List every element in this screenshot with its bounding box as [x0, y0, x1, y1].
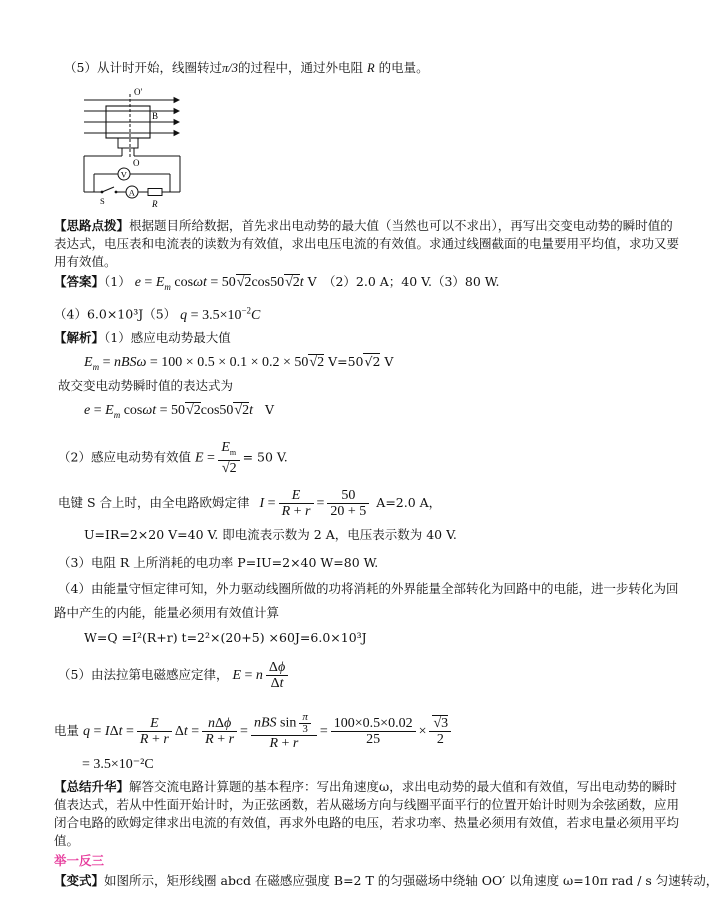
charge-calc: 电量 q = IΔt = $\frac{E}{R + r}$ Δt = $\frac{\text{nΔϕ}}{R + r}$ = nBS sin $\frac{\pi}{3}$ R + r = $\frac{100\times 0.5\times 0.02}{25}$ × $\frac{√3}{2}$	[54, 712, 454, 751]
section-title: 举一反三	[54, 853, 105, 868]
summary-line-3: 闭合电路的欧姆定律求出电流的有效值，再求外电路的电压，若求功率、热量必须用有效值，若求电量必须用平均	[54, 815, 680, 830]
energy-line-1: （4）由能量守恒定律可知，外力驱动线圈所做的功将消耗的外界能量全部转化为回路中的电能，进一步转化为回	[58, 581, 679, 596]
emf-max-calc: $E_m = nBS\omega = 100 \times 0.5 \times 0.1 \times 0.2 \times 50√2$ V=50√2 V	[84, 354, 394, 372]
variant-line: 【变式】如图所示，矩形线圈 abcd 在磁感应强度 B=2 T 的匀强磁场中绕轴 OO′ 以角速度 ω=10π rad / s 匀速转动，	[54, 873, 718, 888]
effective-emf: （2）感应电动势有效值 E = $\frac{E_m}{√2}$ = 50 V.	[58, 440, 288, 476]
hint-line-3: 用有效值。	[54, 254, 117, 269]
analysis-line-1: 【解析】（1）感应电动势最大值	[54, 330, 231, 345]
voltage-line: U=IR=2×20 V=40 V. 即电流表示数为 2 A，电压表示数为 40 V.	[84, 527, 457, 542]
summary-line-4: 值。	[54, 833, 80, 848]
answer-line-2: （4）6.0×10³J（5） $q = 3.5\times 10^{-2}C$	[54, 305, 261, 323]
power-line: （3）电阻 R 上所消耗的电功率 P=IU=2×40 W=80 W.	[58, 555, 379, 570]
question-5: （5）从计时开始，线圈转过π/3的过程中，通过外电阻 R 的电量。	[64, 60, 429, 75]
hint-line-2: 表达式，电压表和电流表的读数为有效值，求出电压电流的有效值。求通过线圈截面的电量要用平均值，求功又要	[54, 236, 680, 251]
answer-emf-formula: $e = E_m$ cosωt = 50√2cos50√2t	[134, 275, 304, 292]
resistor-label: R	[152, 199, 158, 209]
generator-circuit-figure	[78, 86, 188, 208]
switch-label: S	[100, 196, 105, 206]
summary-line-1: 【总结升华】解答交流电路计算题的基本程序：写出角速度ω，求出电动势的最大值和有效值，写出电动势的瞬时	[54, 779, 677, 794]
summary-line-2: 值表达式，若从中性面开始计时，为正弦函数，若从磁场方向与线圈平面平行的位置开始计时则为余弦函数，应用	[54, 797, 680, 812]
answer-line-1: 【答案】（1） $e = E_m$ cosωt = 50√2cos50√2t V （2）2.0 A；40 V.（3）80 W.	[54, 274, 500, 292]
energy-line-2: 路中产生的内能，能量必须用有效值计算	[54, 605, 280, 620]
charge-result: = 3.5×10⁻²C	[82, 757, 154, 772]
ammeter-icon: A	[128, 187, 135, 198]
faraday-line: （5）由法拉第电磁感应定律， E = n $\frac{\Delta\phi}{\Delta t}$	[58, 660, 291, 691]
field-label: B	[152, 111, 159, 121]
hint-line-1: 【思路点拨】根据题目所给数据，首先求出电动势的最大值（当然也可以不求出），再写出交变电动势的瞬时值的	[54, 218, 673, 233]
answer-charge-formula: $q = 3.5\times 10^{-2}C$	[180, 305, 261, 323]
voltmeter-icon: V	[120, 169, 127, 180]
instant-formula: $e = E_m$ cosωt = 50√2cos50√2t V	[84, 402, 274, 420]
instant-label: 故交变电动势瞬时值的表达式为	[58, 378, 234, 393]
axis-label-top: O′	[134, 87, 143, 97]
axis-label-bottom: O	[133, 158, 140, 168]
ohm-law: 电键 S 合上时，由全电路欧姆定律 I = $\frac{E}{R + r}$ = $\frac{50}{20 + 5}$ A=2.0 A，	[58, 488, 442, 519]
work-line: W=Q =I²(R+r) t=2²×(20+5) ×60J=6.0×10³J	[84, 630, 367, 645]
